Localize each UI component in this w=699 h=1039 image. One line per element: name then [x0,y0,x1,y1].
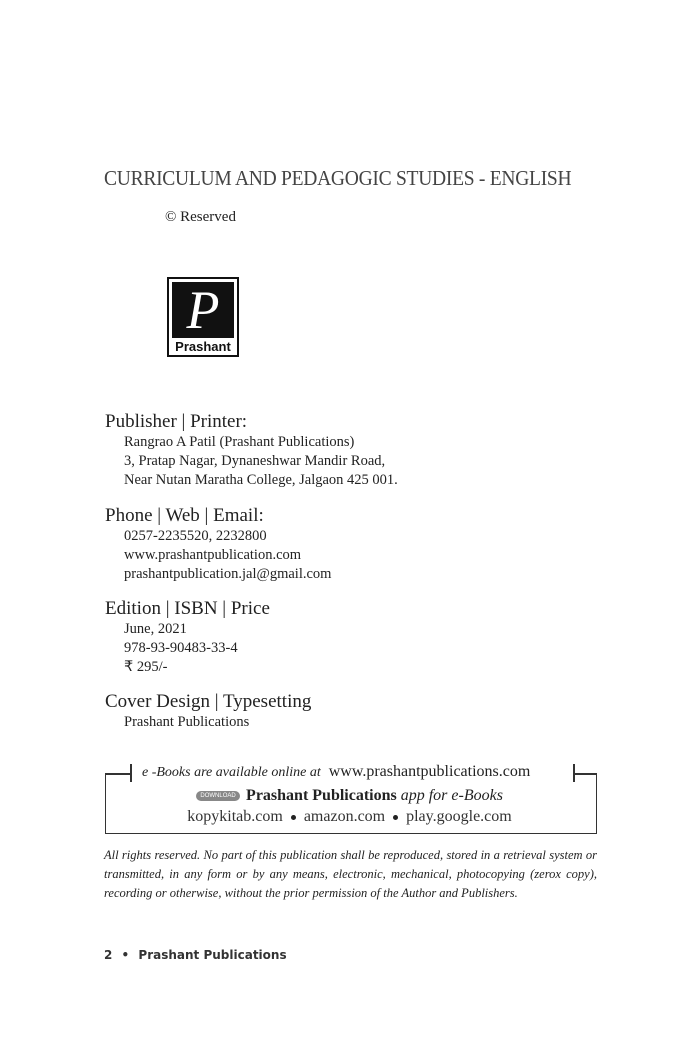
app-line [0,787,699,805]
store-link[interactable]: amazon.com [303,808,386,825]
section-heading: Edition | ISBN | Price [105,598,270,619]
designer: Prashant Publications [124,714,250,730]
logo-text: Prashant [175,339,231,354]
publisher-section [105,411,398,490]
section-heading: Phone | Web | Email: [105,505,264,526]
box-border [574,773,597,775]
box-tick [130,764,132,782]
store-link[interactable]: kopykitab.com [187,808,283,825]
detail-line: Rangrao A Patil (Prashant Publications) [124,434,355,450]
rights-statement: All rights reserved. No part of this publication shall be reproduced, stored in a retrieval system or transmitted, in any form or by any means, electronic, mechanical, photocopying (zerox copy), recording or otherwise, without the prior permission of the Author and Publishers. [104,848,597,900]
detail-line: 3, Pratap Nagar, Dynaneshwar Mandir Road, [124,453,386,469]
logo-letter: P [172,282,234,338]
isbn: 978-93-90483-33-4 [124,640,238,656]
contact-section [105,505,331,584]
ebook-prefix: e -Books are available online at [142,765,321,780]
page-footer [104,948,287,962]
book-title: CURRICULUM AND PEDAGOGIC STUDIES - ENGLISH [104,166,572,190]
store-link[interactable]: play.google.com [406,808,512,825]
store-links [0,808,699,826]
ebook-line [142,763,530,781]
edition-section [105,598,270,677]
app-name: Prashant Publications [246,787,397,804]
footer-publisher: Prashant Publications [138,948,287,962]
design-section [105,691,311,732]
section-heading: Publisher | Printer: [105,411,248,432]
bullet-icon [291,815,296,820]
copyright-notice: © Reserved [165,209,236,225]
edition: June, 2021 [124,621,187,637]
download-badge-icon: DOWNLOAD [196,791,240,801]
bullet-icon: • [121,948,130,962]
section-heading: Cover Design | Typesetting [105,691,312,712]
ebook-url[interactable]: www.prashantpublications.com [328,763,531,780]
detail-line: Near Nutan Maratha College, Jalgaon 425 001. [124,472,398,488]
app-suffix: app for e-Books [400,787,503,804]
box-border [105,773,131,775]
page-number: 2 [104,948,113,962]
phone: 0257-2235520, 2232800 [124,528,267,544]
website: www.prashantpublication.com [124,547,302,563]
bullet-icon [393,815,398,820]
publisher-logo [167,277,239,357]
price: ₹ 295/- [124,659,168,675]
email: prashantpublication.jal@gmail.com [124,566,332,582]
